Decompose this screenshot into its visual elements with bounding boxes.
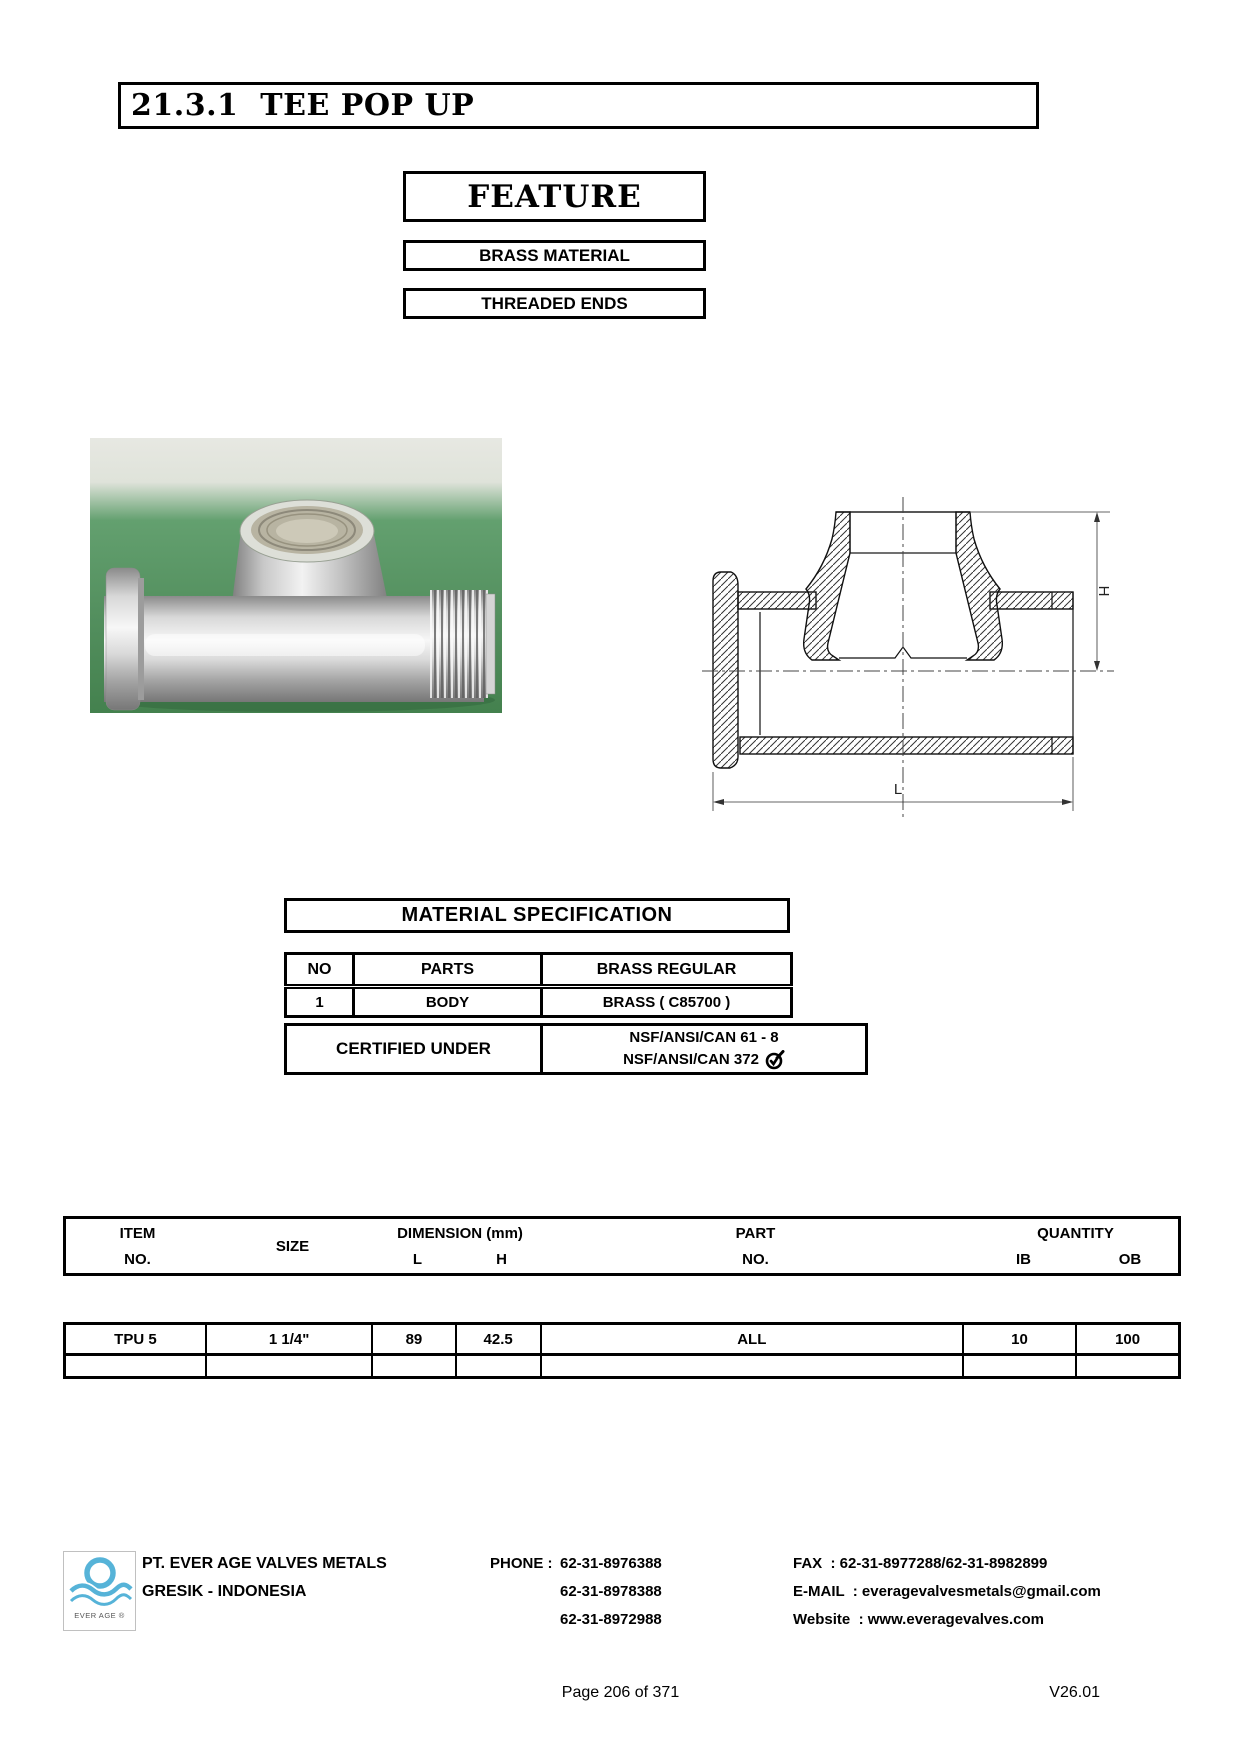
item-table-header <box>63 1216 1181 1276</box>
phone-number-3: 62-31-8972988 <box>560 1611 662 1628</box>
certified-under-label: CERTIFIED UNDER <box>287 1026 543 1072</box>
badge-brass-material <box>403 240 706 271</box>
website-line: Website : www.everagevalves.com <box>793 1611 1044 1628</box>
col-dimension: DIMENSION (mm) <box>397 1225 523 1242</box>
empty-cell <box>65 1355 206 1378</box>
empty-cell <box>456 1355 541 1378</box>
empty-cell <box>541 1355 963 1378</box>
phone-label: PHONE : <box>490 1555 553 1572</box>
product-photo <box>90 438 502 713</box>
company-logo <box>63 1551 136 1631</box>
cert-line-1: NSF/ANSI/CAN 61 - 8 <box>629 1029 779 1046</box>
company-name: PT. EVER AGE VALVES METALS <box>142 1555 387 1572</box>
spec-row-part: BODY <box>354 987 542 1017</box>
col-part: PART <box>735 1225 776 1242</box>
col-item: ITEM <box>119 1225 156 1242</box>
phone-number-2: 62-31-8978388 <box>560 1583 662 1600</box>
badge-threaded-ends <box>403 288 706 319</box>
cell-ob: 100 <box>1076 1324 1179 1355</box>
col-ib: IB <box>1016 1251 1031 1268</box>
col-l: L <box>412 1251 423 1268</box>
material-spec-title: MATERIAL SPECIFICATION <box>401 904 673 926</box>
dim-h-label: H <box>1095 585 1112 597</box>
certifications <box>543 1026 865 1072</box>
cell-h: 42.5 <box>456 1324 541 1355</box>
feature-box <box>403 171 706 222</box>
badge-threaded-ends-label: THREADED ENDS <box>481 293 628 313</box>
cell-item-no: TPU 5 <box>65 1324 206 1355</box>
col-h: H <box>496 1251 507 1268</box>
company-city: GRESIK - INDONESIA <box>142 1583 307 1600</box>
table-row-empty <box>65 1355 1180 1378</box>
ever-age-logo-icon <box>64 1552 135 1610</box>
certified-under-box <box>284 1023 868 1075</box>
section-title-box <box>118 82 1039 129</box>
cell-l: 89 <box>372 1324 455 1355</box>
dim-l-label: L <box>893 781 903 798</box>
col-quantity: QUANTITY <box>1037 1225 1114 1242</box>
page-title: 21.3.1 TEE POP UP <box>131 88 475 123</box>
spec-col-no: NO <box>286 954 354 987</box>
item-data-table <box>63 1322 1181 1379</box>
spec-col-material: BRASS REGULAR <box>542 954 792 987</box>
tee-section-drawing <box>700 495 1130 825</box>
col-ob: OB <box>1118 1251 1142 1268</box>
version-label: V26.01 <box>1049 1684 1100 1701</box>
cert-line-2: NSF/ANSI/CAN 372 <box>623 1051 759 1068</box>
spec-row-material: BRASS ( C85700 ) <box>542 987 792 1017</box>
material-spec-title-box <box>284 898 790 933</box>
phone-number-1: 62-31-8976388 <box>560 1555 662 1572</box>
material-spec-table <box>284 952 793 1018</box>
email-line: E-MAIL : everagevalvesmetals@gmail.com <box>793 1583 1101 1600</box>
spec-col-parts: PARTS <box>354 954 542 987</box>
col-item-no: NO. <box>124 1251 151 1268</box>
cell-part-no: ALL <box>541 1324 963 1355</box>
empty-cell <box>206 1355 372 1378</box>
product-photo-image <box>90 438 502 713</box>
empty-cell <box>372 1355 455 1378</box>
col-part-no: NO. <box>742 1251 769 1268</box>
cell-ib: 10 <box>963 1324 1076 1355</box>
logo-caption: EVER AGE ® <box>74 1611 125 1620</box>
col-size: SIZE <box>275 1238 310 1255</box>
empty-cell <box>963 1355 1076 1378</box>
page-number: Page 206 of 371 <box>561 1684 680 1701</box>
badge-brass-material-label: BRASS MATERIAL <box>479 245 630 265</box>
table-row <box>65 1324 1180 1355</box>
empty-cell <box>1076 1355 1179 1378</box>
technical-drawing <box>700 495 1130 825</box>
fax-line: FAX : 62-31-8977288/62-31-8982899 <box>793 1555 1048 1572</box>
feature-title: FEATURE <box>467 178 642 215</box>
spec-row-no: 1 <box>286 987 354 1017</box>
cell-size: 1 1/4" <box>206 1324 372 1355</box>
nsf-certification-mark-icon <box>765 1050 785 1070</box>
